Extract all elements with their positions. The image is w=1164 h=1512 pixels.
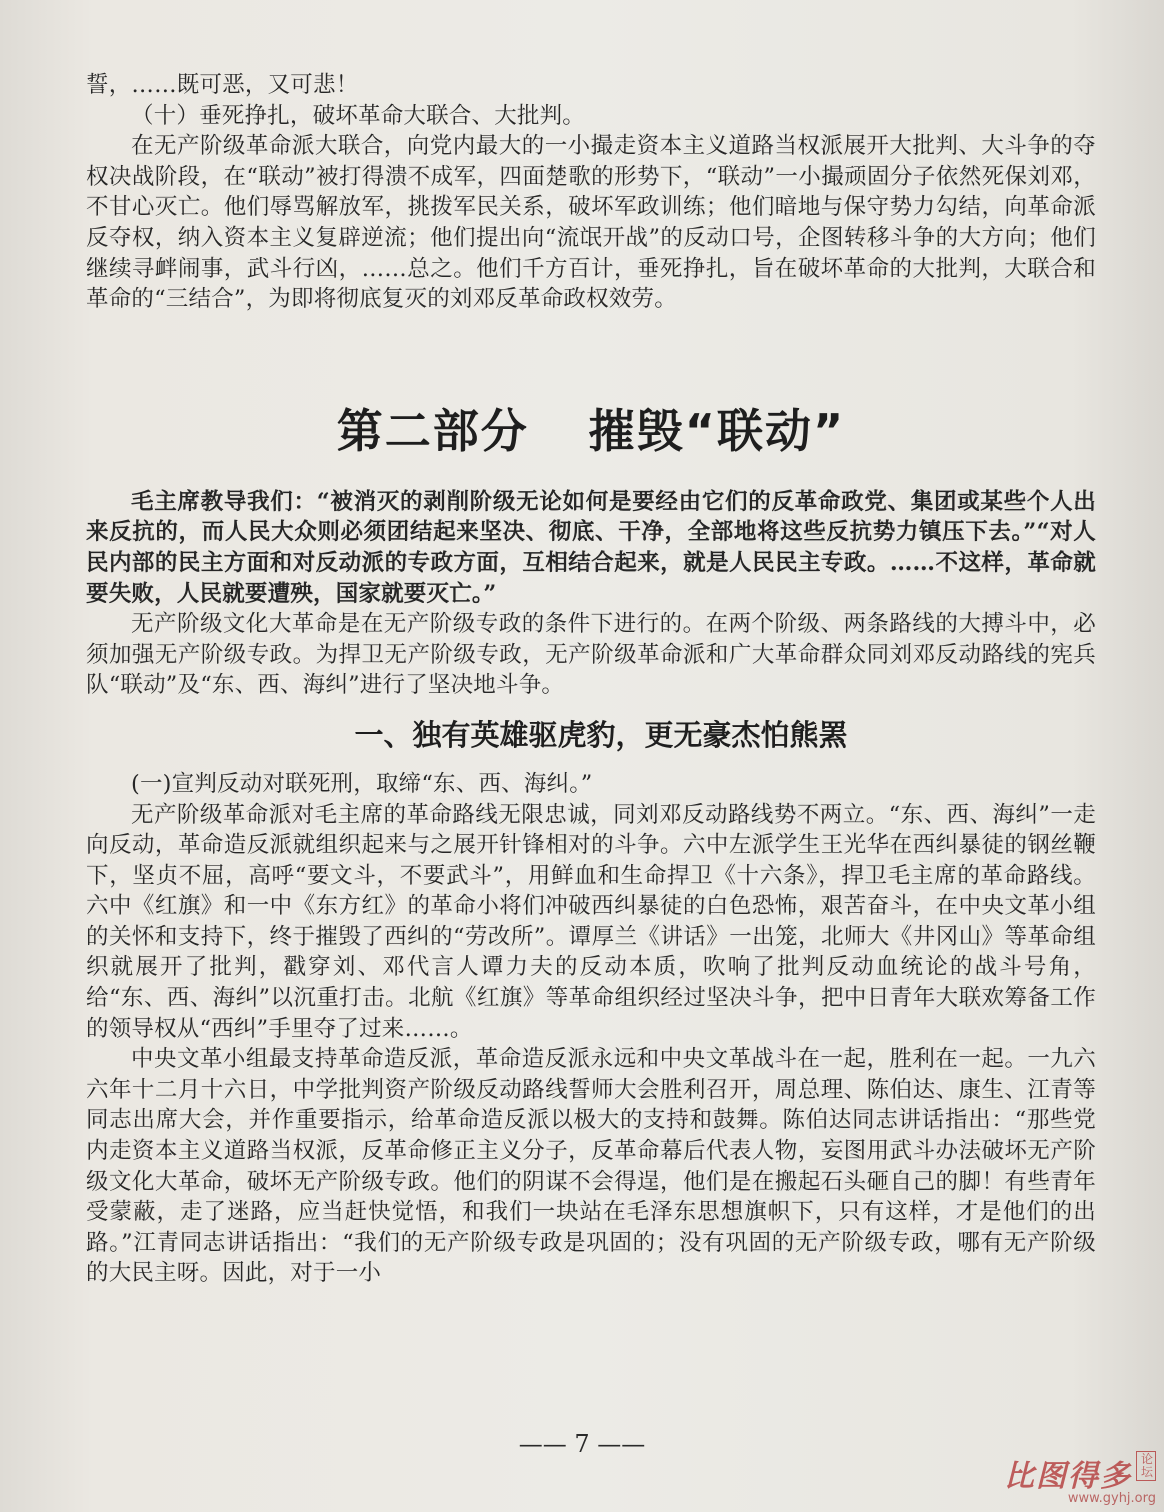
spacer	[86, 701, 1096, 717]
spacer	[86, 315, 1096, 403]
paragraph-central-group: 中央文革小组最支持革命造反派，革命造反派永远和中央文革战斗在一起，胜利在一起。一九六六年十二月十六日，中学批判资产阶级反动路线誓师大会胜利召开，周总理、陈伯达、康生、江青等同志出席大会，并作重要指示，给革命造反派以极大的支持和鼓舞。陈伯达同志讲话指出：“那些党内走资本主义道路当权派，反革命修正主义分子，反革命幕后代表人物，妄图用武斗办法破坏无产阶级文化大革命，破坏无产阶级专政。他们的阴谋不会得逞，他们是在搬起石头砸自己的脚！有些青年受蒙蔽，走了迷路，应当赶快觉悟，和我们一块站在毛泽东思想旗帜下，只有这样，才是他们的出路。”江青同志讲话指出：“我们的无产阶级专政是巩固的；没有巩固的无产阶级专政，哪有无产阶级的大民主呀。因此，对于一小	[86, 1046, 1096, 1287]
watermark-url: www.gyhj.org	[1067, 1491, 1156, 1506]
watermark	[1004, 1451, 1156, 1506]
part-title-number: 第二部分	[336, 403, 529, 458]
watermark-brand: 比图得多	[1004, 1459, 1132, 1494]
part-title	[86, 403, 1096, 459]
spacer	[86, 753, 1096, 769]
paragraph-struggle: 在无产阶级革命派大联合，向党内最大的一小撮走资本主义道路当权派展开大批判、大斗争的夺权决战阶段，在“联动”被打得溃不成军，四面楚歌的形势下，“联动”一小撮顽固分子依然死保刘邓，不甘心灭亡。他们辱骂解放军，挑拨军民关系，破坏军政训练；他们暗地与保守势力勾结，向革命派反夺权，纳入资本主义复辟逆流；他们提出向“流氓开战”的反动口号，企图转移斗争的大方向；他们继续寻衅闹事，武斗行凶，……总之。他们千方百计，垂死挣扎，旨在破坏革命的大批判，大联合和革命的“三结合”，为即将彻底复灭的刘邓反革命政权效劳。	[86, 133, 1096, 313]
paragraph-dictatorship: 无产阶级文化大革命是在无产阶级专政的条件下进行的。在两个阶级、两条路线的大搏斗中，必须加强无产阶级专政。为捍卫无产阶级专政，无产阶级革命派和广大革命群众同刘邓反动路线的宪兵队“联动”及“东、西、海纠”进行了坚决地斗争。	[86, 611, 1096, 699]
part-title-text: 摧毁“联动”	[588, 403, 846, 458]
subsection-heading-ten: （十）垂死挣扎，破坏革命大联合、大批判。	[131, 102, 586, 129]
page-content	[86, 70, 1096, 1289]
section-title: 一、独有英雄驱虎豹，更无豪杰怕熊罴	[354, 717, 848, 752]
paragraph-continuation: 誓，……既可恶，又可悲！	[86, 72, 359, 98]
page-number: —— 7 ——	[518, 1430, 646, 1458]
watermark-seal: 论坛	[1136, 1451, 1156, 1481]
paragraph-revolutionaries: 无产阶级革命派对毛主席的革命路线无限忠诚，同刘邓反动路线势不两立。“东、西、海纠”一走向反动，革命造反派就组织起来与之展开针锋相对的斗争。六中左派学生王光华在西纠暴徒的钢丝鞭下，坚贞不屈，高呼“要文斗，不要武斗”，用鲜血和生命捍卫《十六条》，捍卫毛主席的革命路线。六中《红旗》和一中《东方红》的革命小将们冲破西纠暴徒的白色恐怖，艰苦奋斗，在中央文革小组的关怀和支持下，终于摧毁了西纠的“劳改所”。谭厚兰《讲话》一出笼，北师大《井冈山》等革命组织就展开了批判，戳穿刘、邓代言人谭力夫的反动本质，吹响了批判反动血统论的战斗号角，给“东、西、海纠”以沉重打击。北航《红旗》等革命组织经过坚决斗争，把中日青年大联欢筹备工作的领导权从“西纠”手里夺了过来……。	[86, 801, 1096, 1042]
subsection-heading-one: (一)宣判反动对联死刑，取缔“东、西、海纠。”	[131, 770, 593, 797]
quotation-paragraph: 毛主席教导我们：“被消灭的剥削阶级无论如何是要经由它们的反革命政党、集团或某些个人出来反抗的，而人民大众则必须团结起来坚决、彻底、干净，全部地将这些反抗势力镇压下去。”“对人民内部的民主方面和对反动派的专政方面，互相结合起来，就是人民民主专政。……不这样，革命就要失败，人民就要遭殃，国家就要灭亡。”	[86, 488, 1096, 607]
spacer	[86, 459, 1096, 487]
